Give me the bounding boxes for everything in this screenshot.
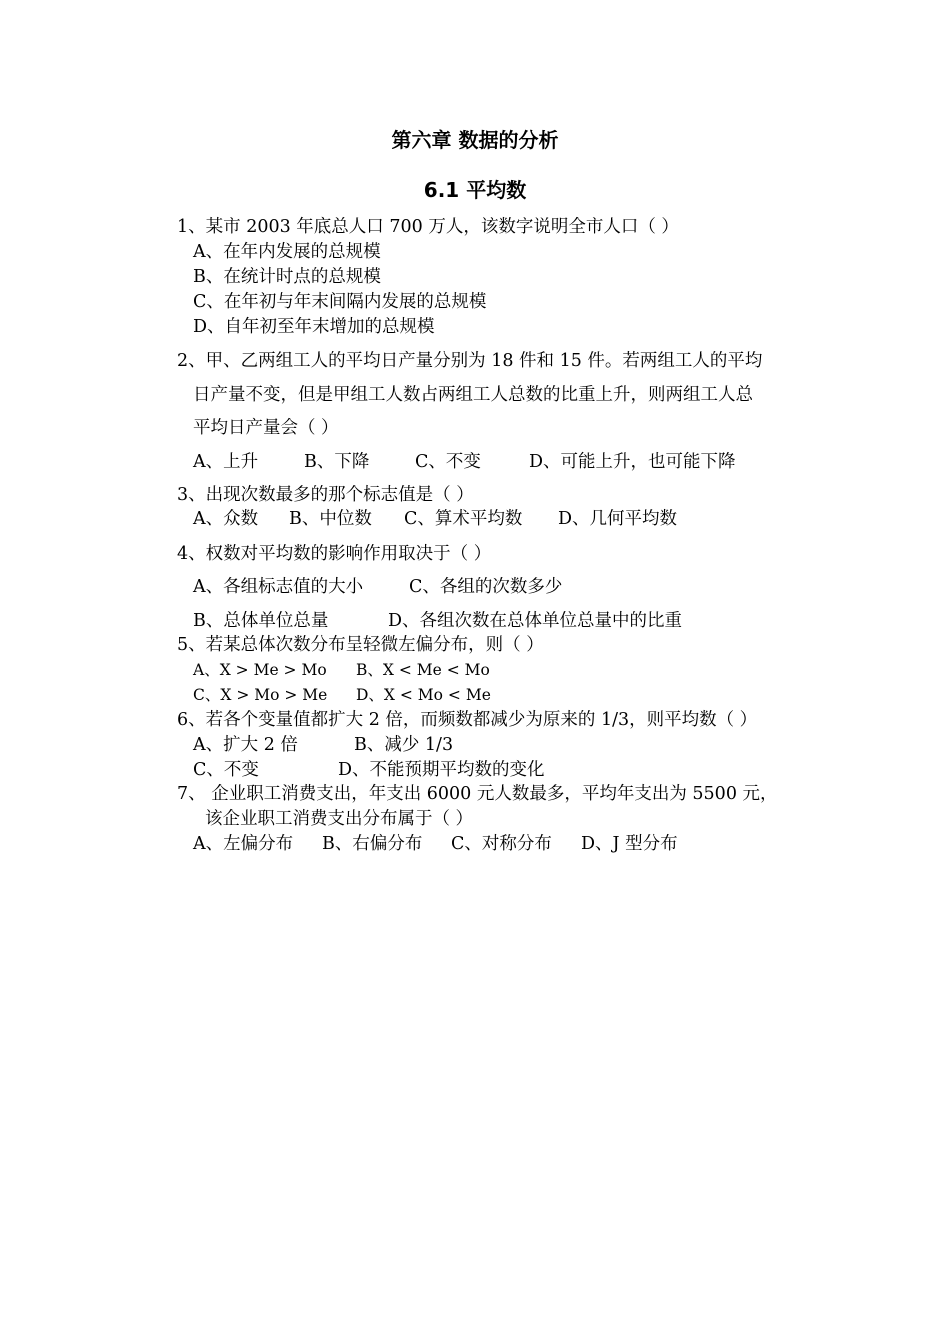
question-2-option-a: A、上升 <box>193 452 259 472</box>
question-1-option-b: B、在统计时点的总规模 <box>193 267 381 287</box>
question-4-option-d: D、各组次数在总体单位总量中的比重 <box>388 611 683 631</box>
question-3-stem: 3、出现次数最多的那个标志值是（ ） <box>177 485 474 505</box>
question-1-option-a: A、在年内发展的总规模 <box>193 242 381 262</box>
question-6-option-c: C、不变 <box>193 760 259 780</box>
question-3-option-c: C、算术平均数 <box>404 509 523 529</box>
question-2-line-1: 2、甲、乙两组工人的平均日产量分别为 18 件和 15 件。若两组工人的平均 <box>177 351 763 371</box>
question-4-stem: 4、权数对平均数的影响作用取决于（ ） <box>177 544 492 564</box>
section-title: 6.1 平均数 <box>423 178 527 202</box>
question-7-option-d: D、J 型分布 <box>581 834 678 854</box>
question-3-option-d: D、几何平均数 <box>558 509 678 529</box>
question-7-option-c: C、对称分布 <box>451 834 552 854</box>
question-5-option-a: A、X > Me > Mo <box>193 661 327 679</box>
question-2-option-b: B、下降 <box>304 452 370 472</box>
question-4-option-b: B、总体单位总量 <box>193 611 329 631</box>
question-7-line-2: 该企业职工消费支出分布属于（ ） <box>205 809 474 829</box>
question-1-option-d: D、自年初至年末增加的总规模 <box>193 317 435 337</box>
question-7-option-a: A、左偏分布 <box>193 834 294 854</box>
question-5-stem: 5、若某总体次数分布呈轻微左偏分布，则（ ） <box>177 635 544 655</box>
question-2-option-d: D、可能上升，也可能下降 <box>529 452 736 472</box>
question-7-option-b: B、右偏分布 <box>322 834 423 854</box>
question-1-option-c: C、在年初与年末间隔内发展的总规模 <box>193 292 487 312</box>
question-3-option-b: B、中位数 <box>289 509 372 529</box>
question-2-line-3: 平均日产量会（ ） <box>193 418 339 438</box>
question-5-option-c: C、X > Mo > Me <box>193 686 328 704</box>
chapter-title: 第六章 数据的分析 <box>391 128 559 152</box>
question-6-option-d: D、不能预期平均数的变化 <box>338 760 545 780</box>
question-4-option-c: C、各组的次数多少 <box>409 577 563 597</box>
question-6-option-b: B、减少 1/3 <box>354 735 454 755</box>
question-2-option-c: C、不变 <box>415 452 481 472</box>
question-6-option-a: A、扩大 2 倍 <box>193 735 298 755</box>
question-5-option-d: D、X < Mo < Me <box>356 686 491 704</box>
question-7-line-1: 7、 企业职工消费支出，年支出 6000 元人数最多，平均年支出为 5500 元， <box>177 784 778 804</box>
question-6-stem: 6、若各个变量值都扩大 2 倍，而频数都减少为原来的 1/3，则平均数（ ） <box>177 710 758 730</box>
question-1-stem: 1、某市 2003 年底总人口 700 万人，该数字说明全市人口（ ） <box>177 217 679 237</box>
question-2-line-2: 日产量不变，但是甲组工人数占两组工人总数的比重上升，则两组工人总 <box>193 385 753 405</box>
question-3-option-a: A、众数 <box>193 509 259 529</box>
question-4-option-a: A、各组标志值的大小 <box>193 577 364 597</box>
question-5-option-b: B、X < Me < Mo <box>356 661 490 679</box>
